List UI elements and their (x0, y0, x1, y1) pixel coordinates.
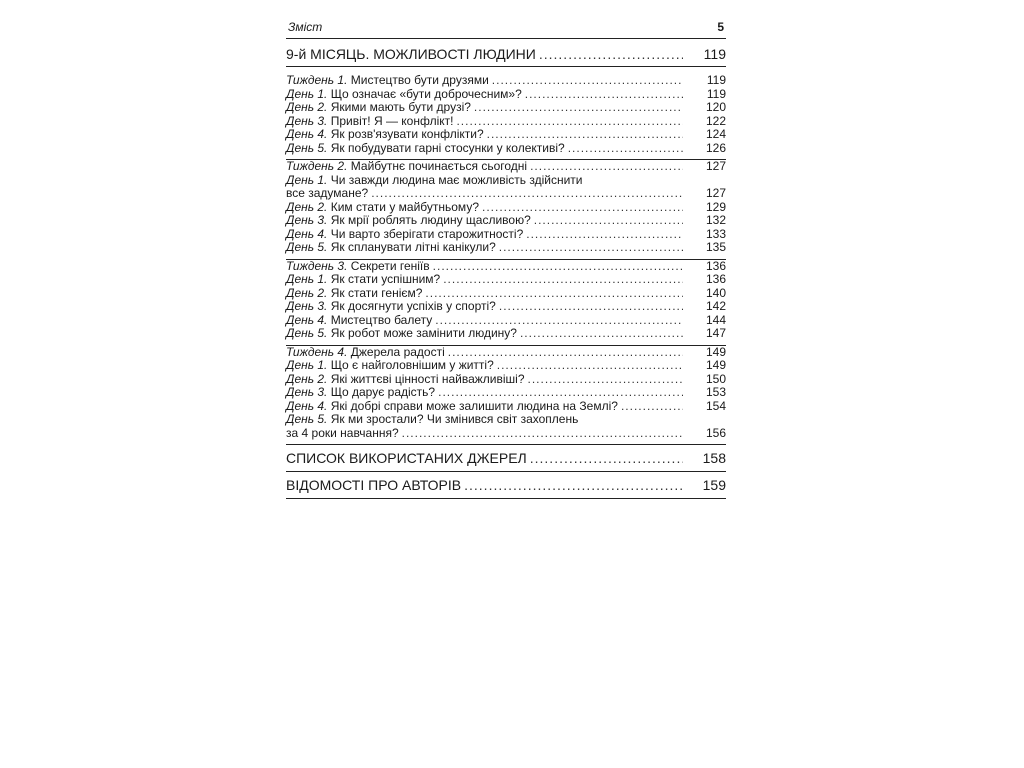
toc-entry-title: Як побудувати гарні стосунки у колективі? (330, 140, 565, 155)
toc-back-matter-entry (286, 449, 726, 467)
toc-page-number: 149 (705, 358, 726, 372)
toc-page-number: 133 (705, 226, 726, 241)
toc-page-number: 119 (706, 73, 726, 87)
toc-entry-title: Секрети геніїв (350, 258, 430, 273)
toc-leader-dots (448, 346, 683, 360)
toc-page-number: 140 (705, 285, 726, 300)
toc-day-entry (286, 373, 726, 387)
toc-day-entry (286, 115, 726, 129)
toc-entry-title: Які життєві цінності найважливіші? (330, 371, 525, 386)
running-head-section: Зміст (288, 20, 323, 34)
toc-day-prefix: День 1. (286, 358, 328, 372)
toc-day-entry-continuation (286, 187, 726, 201)
toc-entry-title: ВІДОМОСТІ ПРО АВТОРІВ (286, 477, 462, 493)
toc-day-entry (286, 287, 726, 301)
toc-day-prefix: День 5. (286, 412, 328, 426)
divider (286, 498, 726, 499)
toc-leader-dots (530, 449, 683, 467)
toc-leader-dots (492, 74, 683, 88)
toc-entry-title: Якими мають бути друзі? (330, 100, 471, 114)
toc-week-prefix: Тиждень 1. (286, 73, 348, 87)
toc-entry-title: 9-й МІСЯЦЬ. МОЖЛИВОСТІ ЛЮДИНИ (286, 46, 536, 62)
toc-week-entry (286, 160, 726, 174)
toc-day-entry (286, 88, 726, 102)
toc-leader-dots (499, 241, 683, 255)
toc-page-number: 158 (702, 450, 726, 466)
toc-page-number: 136 (705, 258, 726, 273)
toc-week-entry (286, 74, 726, 88)
toc-page-number: 144 (705, 312, 726, 327)
toc-day-entry (286, 101, 726, 115)
toc-page-number: 154 (705, 398, 726, 413)
toc-page-number: 127 (705, 186, 726, 200)
toc-week-prefix: Тиждень 3. (286, 258, 348, 273)
toc-page-number: 149 (705, 344, 726, 359)
toc-leader-dots (435, 314, 683, 328)
toc-entry-title: Привіт! Я — конфлікт! (330, 113, 454, 128)
toc-page-number: 119 (706, 86, 726, 101)
toc-leader-dots (474, 101, 683, 115)
toc-entry-title: Що означає «бути доброчесним»? (330, 86, 522, 101)
toc-entry-title: Майбутнє починається сьогодні (350, 159, 528, 173)
toc-entry-title: Мистецтво балету (330, 312, 433, 327)
toc-entry-title: Чи варто зберігати старожитності? (330, 226, 524, 241)
toc-leader-dots (621, 400, 683, 414)
toc-entry-title: Як стати генієм? (330, 285, 423, 300)
toc-leader-dots (443, 273, 683, 287)
toc-day-entry (286, 359, 726, 373)
toc-page (286, 20, 726, 499)
toc-day-entry (286, 241, 726, 255)
toc-week-prefix: Тиждень 4. (286, 344, 348, 359)
toc-day-entry-continuation (286, 427, 726, 441)
toc-entry-title: Як мрії роблять людину щасливою? (330, 213, 531, 227)
toc-entry-title: Як стати успішним? (330, 272, 441, 286)
toc-day-entry (286, 400, 726, 414)
toc-day-prefix: День 2. (286, 285, 328, 300)
toc-leader-dots (525, 88, 683, 102)
toc-entry-title: Ким стати у майбутньому? (330, 199, 479, 214)
toc-leader-dots (530, 160, 683, 174)
toc-leader-dots (528, 373, 684, 387)
toc-day-prefix: День 1. (286, 172, 328, 187)
toc-entry-title: СПИСОК ВИКОРИСТАНИХ ДЖЕРЕЛ (286, 450, 527, 466)
toc-day-entry (286, 300, 726, 314)
toc-page-number: 129 (705, 199, 726, 214)
toc-leader-dots (497, 359, 683, 373)
toc-entry-title: Як робот може замінити людину? (330, 326, 517, 340)
toc-entry-title: Як ми зростали? Чи змінився світ захоплень (330, 412, 579, 426)
toc-page-number: 153 (705, 385, 726, 399)
toc-week-entry (286, 260, 726, 274)
toc-entry-title-continued: все задумане? (286, 186, 369, 200)
toc-day-prefix: День 3. (286, 213, 328, 227)
toc-leader-dots (482, 201, 683, 215)
toc-leader-dots (499, 300, 683, 314)
divider (286, 444, 726, 445)
toc-day-prefix: День 5. (286, 140, 328, 155)
toc-leader-dots (568, 142, 683, 156)
toc-day-entry (286, 214, 726, 228)
toc-day-entry (286, 327, 726, 341)
toc-leader-dots (487, 128, 683, 142)
toc-leader-dots (526, 228, 683, 242)
toc-day-entry (286, 142, 726, 156)
toc-page-number: 119 (703, 46, 726, 62)
toc-day-entry (286, 386, 726, 400)
toc-entry-title: Як розв'язувати конфлікти? (330, 127, 484, 141)
toc-entry-title: Як спланувати літні канікули? (330, 240, 496, 254)
toc-day-entry (286, 201, 726, 215)
toc-day-prefix: День 2. (286, 100, 328, 114)
toc-leader-dots (456, 115, 683, 129)
toc-entry-title: Як досягнути успіхів у спорті? (330, 299, 496, 313)
toc-day-entry (286, 273, 726, 287)
toc-entry-title: Джерела радості (350, 344, 445, 359)
toc-page-number: 126 (705, 140, 726, 155)
toc-month-entry (286, 45, 726, 63)
divider (286, 66, 726, 67)
toc-page-number: 122 (705, 113, 726, 128)
toc-page-number: 120 (705, 100, 726, 114)
toc-day-prefix: День 3. (286, 385, 328, 399)
toc-day-prefix: День 3. (286, 299, 328, 313)
toc-day-prefix: День 2. (286, 199, 328, 214)
toc-leader-dots (520, 327, 683, 341)
running-head (286, 20, 726, 39)
toc-day-prefix: День 5. (286, 326, 328, 340)
toc-back-matter-entry (286, 476, 726, 494)
toc-entry-title: Які добрі справи може залишити людина на Землі? (330, 398, 618, 413)
toc-entry-title: Що дарує радість? (330, 385, 436, 399)
toc-page-number: 135 (705, 240, 726, 254)
toc-page-number: 150 (705, 371, 726, 386)
toc-day-prefix: День 1. (286, 86, 328, 101)
toc-leader-dots (425, 287, 683, 301)
toc-day-prefix: День 4. (286, 312, 328, 327)
toc-day-prefix: День 3. (286, 113, 328, 128)
toc-entry-title: Що є найголовнішим у житті? (330, 358, 494, 372)
toc-page-number: 142 (705, 299, 726, 313)
toc-day-entry (286, 228, 726, 242)
toc-page-number: 132 (705, 213, 726, 227)
toc-page-number: 127 (705, 159, 726, 173)
toc-page-number: 156 (705, 425, 726, 440)
toc-page-number: 136 (705, 272, 726, 286)
toc-entry-title: Чи завжди людина має можливість здійснити (330, 172, 583, 187)
toc-page-number: 147 (705, 326, 726, 340)
toc-day-prefix: День 1. (286, 272, 328, 286)
toc-leader-dots (371, 187, 683, 201)
toc-leader-dots (433, 260, 683, 274)
toc-entry-title-continued: за 4 роки навчання? (286, 425, 399, 440)
table-of-contents (286, 45, 726, 499)
toc-day-prefix: День 2. (286, 371, 328, 386)
toc-entry-title: Мистецтво бути друзями (350, 73, 489, 87)
divider (286, 471, 726, 472)
toc-day-prefix: День 4. (286, 398, 328, 413)
toc-day-prefix: День 4. (286, 226, 328, 241)
toc-day-prefix: День 4. (286, 127, 328, 141)
toc-day-prefix: День 5. (286, 240, 328, 254)
toc-day-entry (286, 314, 726, 328)
toc-day-entry (286, 413, 726, 427)
toc-leader-dots (438, 386, 683, 400)
toc-week-entry (286, 346, 726, 360)
toc-page-number: 124 (705, 127, 726, 141)
toc-page-number: 159 (702, 477, 726, 493)
toc-leader-dots (534, 214, 683, 228)
toc-leader-dots (402, 427, 683, 441)
toc-leader-dots (464, 476, 683, 494)
toc-leader-dots (539, 45, 683, 63)
toc-day-entry (286, 174, 726, 188)
toc-day-entry (286, 128, 726, 142)
toc-week-prefix: Тиждень 2. (286, 159, 348, 173)
running-head-page-number: 5 (717, 20, 724, 34)
